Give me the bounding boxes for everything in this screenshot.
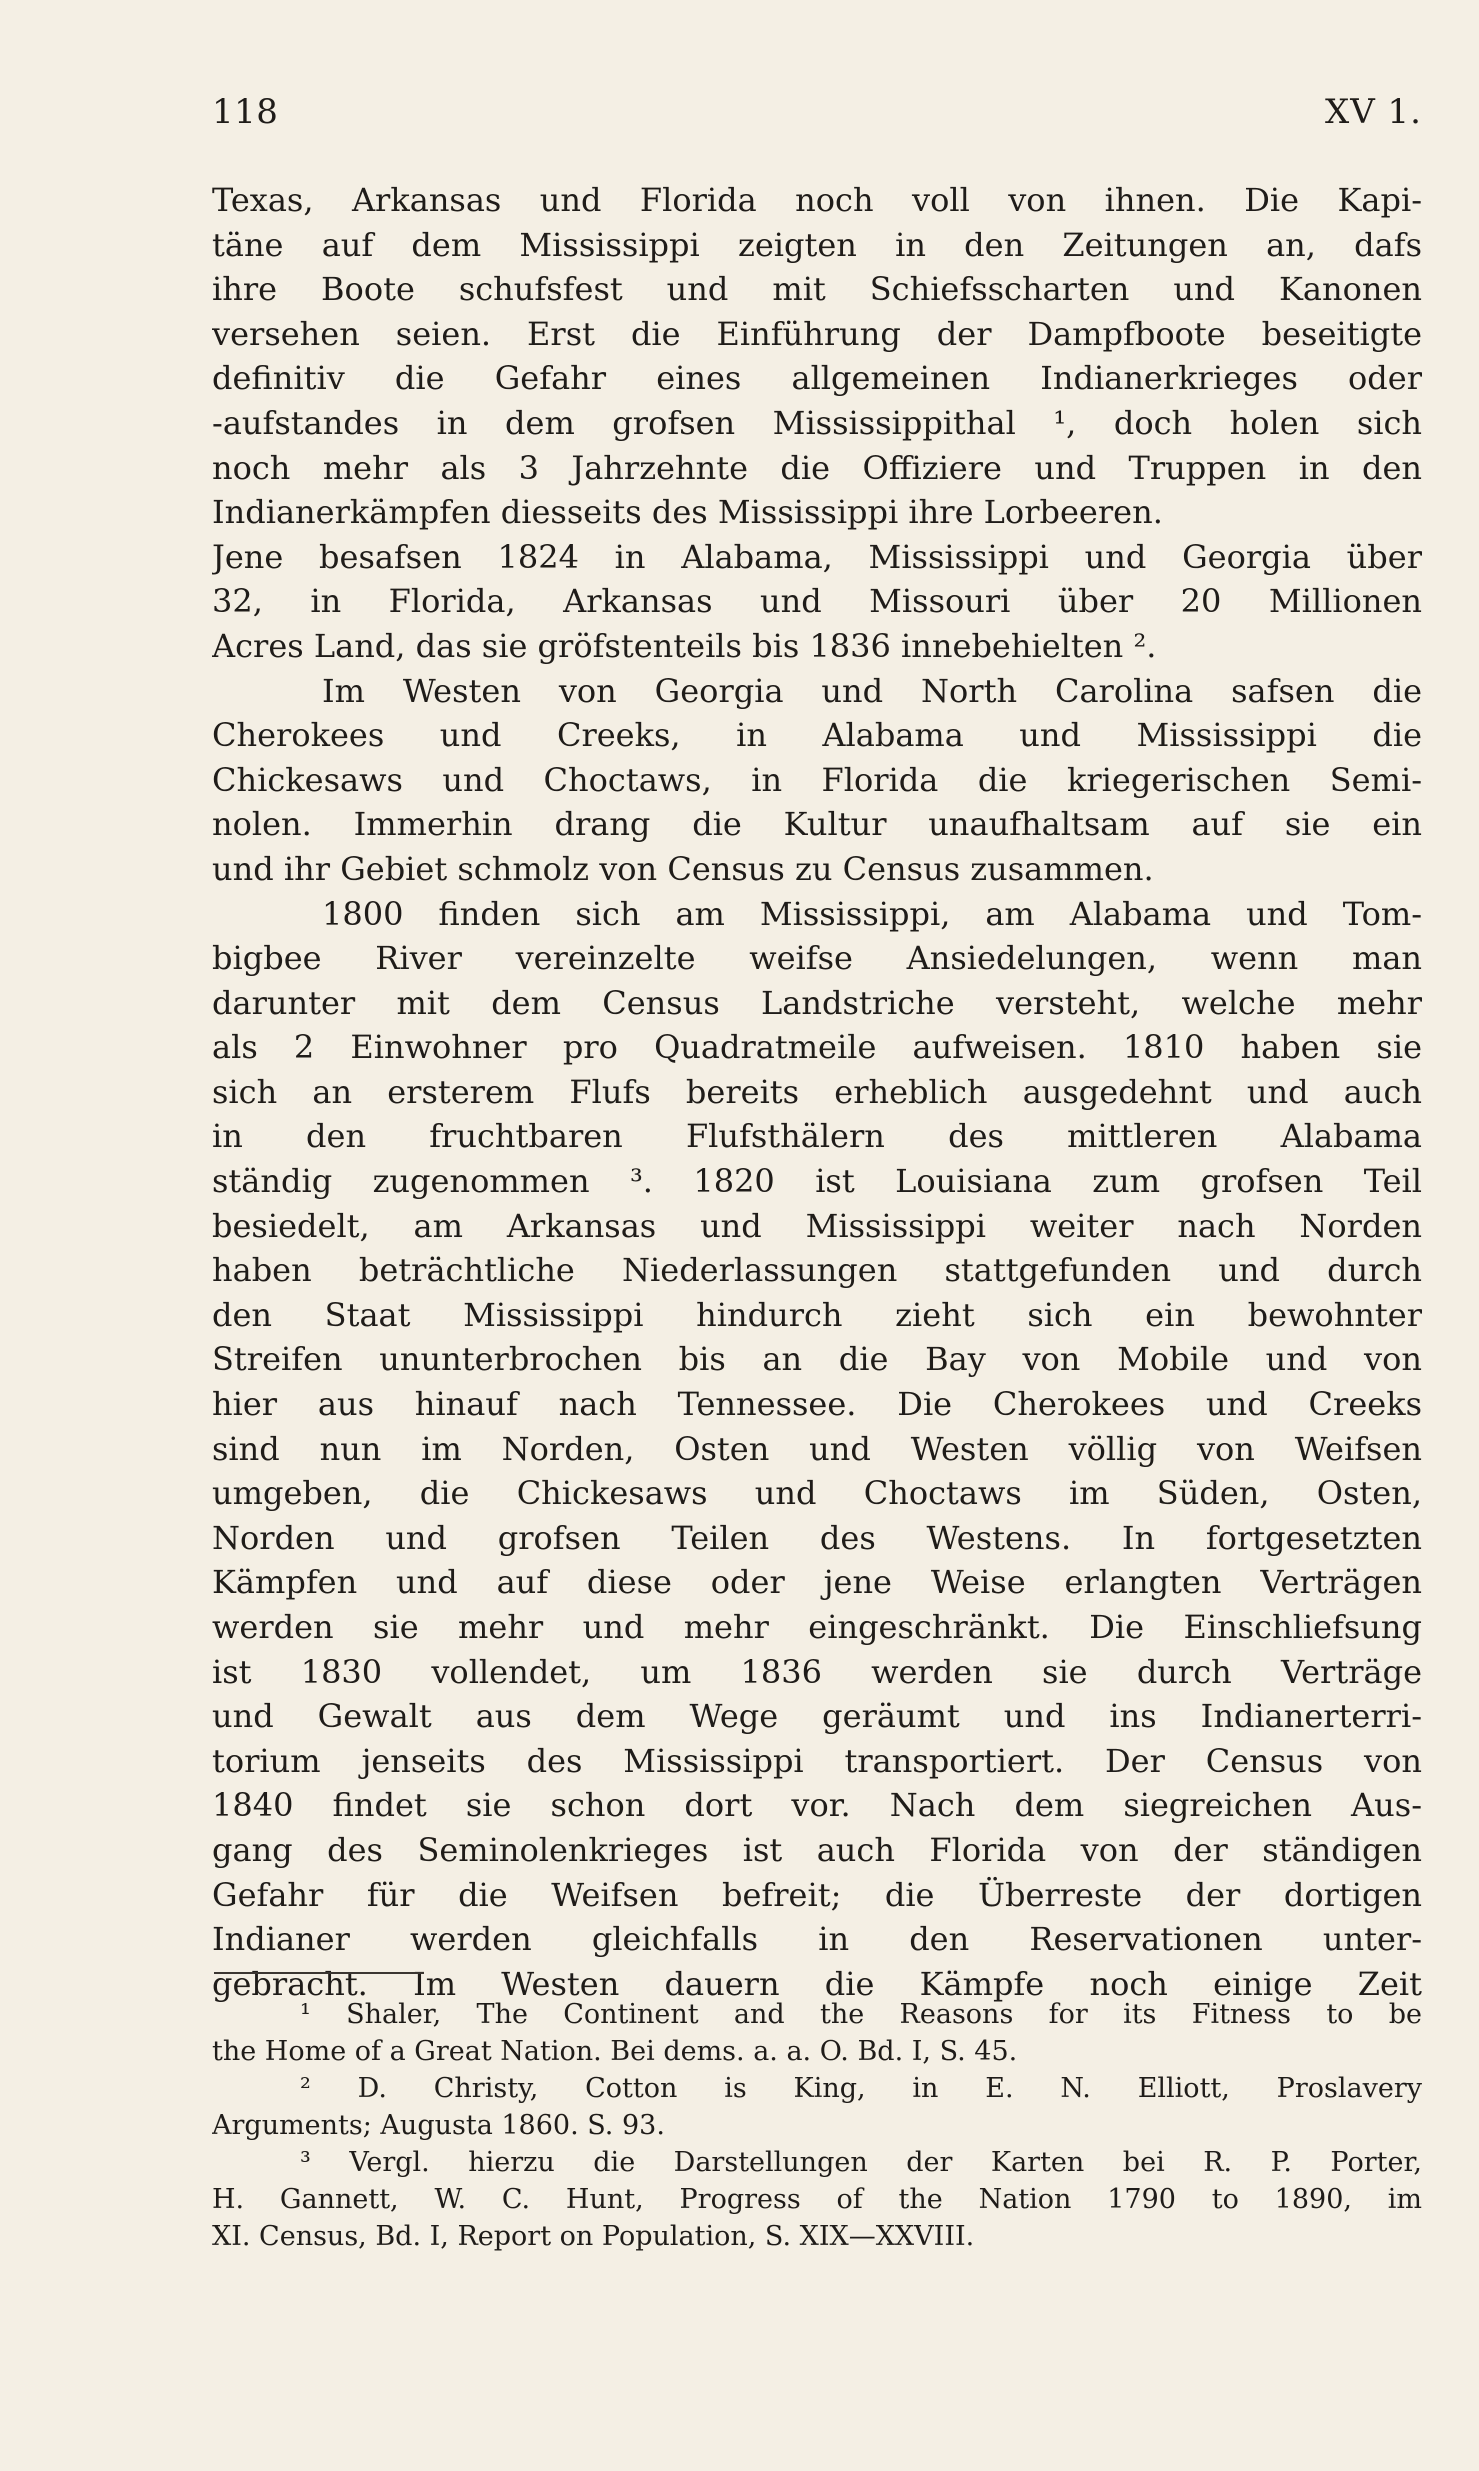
body-line: sind nun im Norden, Osten und Westen völlig von Weifsen: [212, 1429, 1422, 1468]
body-line: Indianer werden gleichfalls in den Reservationen unter-: [212, 1920, 1422, 1959]
body-line: darunter mit dem Census Landstriche versteht, welche mehr: [212, 983, 1422, 1022]
body-line: Kämpfen und auf diese oder jene Weise erlangten Verträgen: [212, 1563, 1422, 1602]
body-line: hier aus hinauf nach Tennessee. Die Cherokees und Creeks: [212, 1385, 1422, 1424]
body-line: Acres Land, das sie gröfstenteils bis 1836 innebehielten ².: [212, 626, 1157, 665]
body-line: haben beträchtliche Niederlassungen stattgefunden und durch: [212, 1251, 1422, 1290]
body-line: 1800 finden sich am Mississippi, am Alabama und Tom-: [322, 894, 1422, 933]
body-line: in den fruchtbaren Flufsthälern des mittleren Alabama: [212, 1117, 1422, 1156]
footnote-line: ³ Vergl. hierzu die Darstellungen der Karten bei R. P. Porter,: [300, 2147, 1422, 2178]
body-line: definitiv die Gefahr eines allgemeinen Indianerkrieges oder: [212, 359, 1422, 398]
body-line: Gefahr für die Weifsen befreit; die Überreste der dortigen: [212, 1875, 1422, 1914]
page-number: 118: [212, 92, 279, 132]
body-line: noch mehr als 3 Jahrzehnte die Offiziere und Truppen in den: [212, 448, 1422, 487]
body-text: [212, 178, 1422, 2006]
footnote-line: ² D. Christy, Cotton is King, in E. N. Elliott, Proslavery: [300, 2073, 1422, 2104]
body-line: bigbee River vereinzelte weifse Ansiedelungen, wenn man: [212, 939, 1422, 978]
body-line: versehen seien. Erst die Einführung der Dampfboote beseitigte: [212, 314, 1422, 353]
body-line: besiedelt, am Arkansas und Mississippi weiter nach Norden: [212, 1206, 1422, 1245]
running-head: XV 1.: [1324, 92, 1422, 132]
body-line: täne auf dem Mississippi zeigten in den Zeitungen an, dafs: [212, 225, 1422, 264]
body-line: Chickesaws und Choctaws, in Florida die kriegerischen Semi-: [212, 760, 1422, 799]
body-line: Texas, Arkansas und Florida noch voll von ihnen. Die Kapi-: [212, 181, 1422, 219]
body-line: ständig zugenommen ³. 1820 ist Louisiana zum grofsen Teil: [212, 1162, 1422, 1201]
body-line: Im Westen von Georgia und North Carolina safsen die: [322, 671, 1422, 710]
body-line: als 2 Einwohner pro Quadratmeile aufweisen. 1810 haben sie: [212, 1028, 1422, 1067]
body-line: Cherokees und Creeks, in Alabama und Mississippi die: [212, 716, 1422, 755]
page-header: [212, 92, 1422, 142]
body-line: gebracht. Im Westen dauern die Kämpfe noch einige Zeit: [212, 1964, 1422, 2003]
body-line: und Gewalt aus dem Wege geräumt und ins Indianerterri-: [212, 1697, 1422, 1736]
body-line: Norden und grofsen Teilen des Westens. In fortgesetzten: [212, 1518, 1422, 1557]
body-line: Streifen ununterbrochen bis an die Bay von Mobile und von: [212, 1340, 1422, 1379]
body-line: ist 1830 vollendet, um 1836 werden sie durch Verträge: [212, 1652, 1422, 1691]
body-line: umgeben, die Chickesaws und Choctaws im Süden, Osten,: [212, 1474, 1422, 1513]
footnote-line: Arguments; Augusta 1860. S. 93.: [212, 2110, 665, 2141]
footnote-divider: [214, 1972, 424, 1974]
footnote-line: H. Gannett, W. C. Hunt, Progress of the Nation 1790 to 1890, im: [212, 2184, 1422, 2215]
body-line: Jene besafsen 1824 in Alabama, Mississippi und Georgia über: [212, 537, 1422, 576]
footnote-line: the Home of a Great Nation. Bei dems. a. a. O. Bd. I, S. 45.: [212, 2036, 1018, 2067]
body-line: sich an ersterem Flufs bereits erheblich ausgedehnt und auch: [212, 1072, 1422, 1111]
body-line: ihre Boote schufsfest und mit Schiefsscharten und Kanonen: [212, 270, 1422, 309]
body-line: werden sie mehr und mehr eingeschränkt. Die Einschliefsung: [212, 1608, 1422, 1646]
body-line: Indianerkämpfen diesseits des Mississippi ihre Lorbeeren.: [212, 493, 1163, 532]
body-line: -aufstandes in dem grofsen Mississippithal ¹, doch holen sich: [212, 403, 1422, 442]
body-line: torium jenseits des Mississippi transportiert. Der Census von: [212, 1741, 1422, 1780]
footnote-line: XI. Census, Bd. I, Report on Population, S. XIX—XXVIII.: [212, 2221, 975, 2252]
body-line: 32, in Florida, Arkansas und Missouri über 20 Millionen: [212, 582, 1422, 621]
body-line: nolen. Immerhin drang die Kultur unaufhaltsam auf sie ein: [212, 805, 1422, 844]
body-line: und ihr Gebiet schmolz von Census zu Census zusammen.: [212, 849, 1154, 888]
body-line: 1840 findet sie schon dort vor. Nach dem siegreichen Aus-: [212, 1786, 1422, 1825]
body-line: gang des Seminolenkrieges ist auch Florida von der ständigen: [212, 1830, 1422, 1869]
footnotes: [212, 1996, 1422, 2255]
footnote-line: ¹ Shaler, The Continent and the Reasons for its Fitness to be: [300, 1999, 1422, 2030]
body-line: den Staat Mississippi hindurch zieht sich ein bewohnter: [212, 1295, 1422, 1334]
